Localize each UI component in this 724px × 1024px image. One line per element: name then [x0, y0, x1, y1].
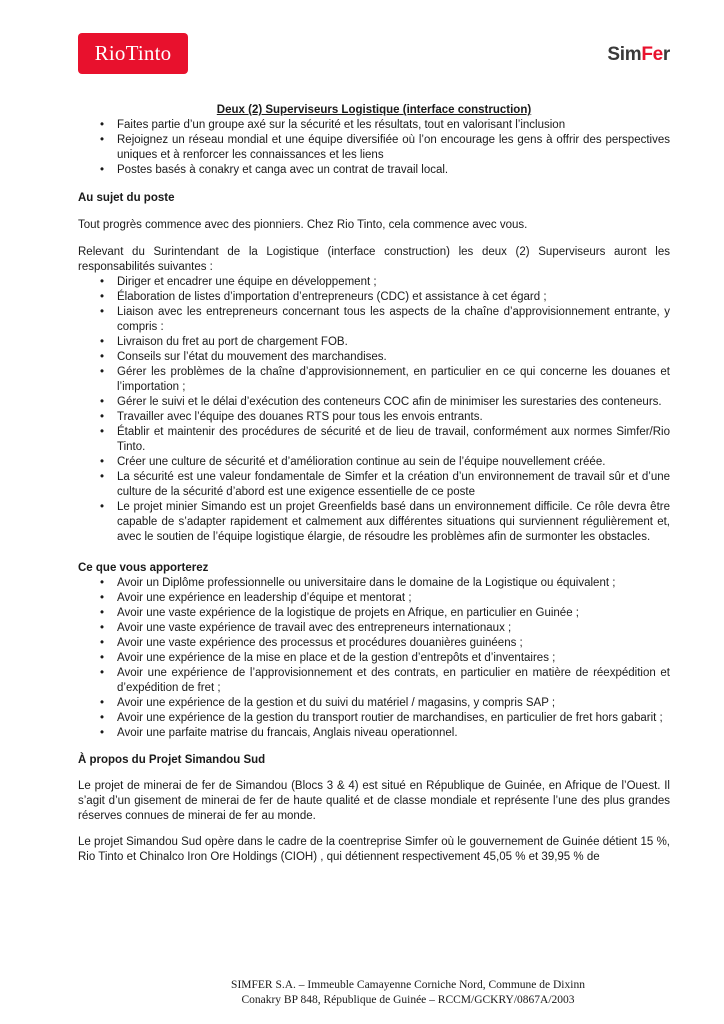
- bullet-item: • Avoir une expérience de la gestion et du suivi du matériel / magasins, y compris SAP ;: [78, 696, 670, 711]
- bullet-item: • Livraison du fret au port de chargement FOB.: [78, 335, 670, 350]
- section-heading-about-role: Au sujet du poste: [78, 192, 175, 204]
- bullet-item: • Le projet minier Simando est un projet Greenfields basé dans un environnement difficile. Ce rôle devra être capable de s’adapter rapidement et calmement aux différentes situations qui surviennent régulièrement et, avec le soutien de l’équipe logistique élargie, de résoudre les problèmes afin de surmonter les obstacles.: [78, 500, 670, 545]
- bullet-item: • Avoir une vaste expérience de la logistique de projets en Afrique, en particulier en Guinée ;: [78, 606, 670, 621]
- section-heading-what-you-bring: Ce que vous apporterez: [78, 562, 209, 574]
- bullet-item: • Liaison avec les entrepreneurs concernant tous les aspects de la chaîne d’approvisionnement entrante, y compris :: [78, 305, 670, 335]
- bullet-item: • Avoir un Diplôme professionnelle ou universitaire dans le domaine de la Logistique ou équivalent ;: [78, 576, 670, 591]
- riotinto-logo-text: RioTinto: [94, 41, 172, 65]
- bullet-item: • Postes basés à conakry et canga avec un contrat de travail local.: [78, 163, 670, 178]
- bullet-item: • Avoir une expérience de la mise en place et de la gestion d’entrepôts et d’inventaires ;: [78, 651, 670, 666]
- simfer-logo: [607, 45, 670, 65]
- responsibilities-list: [78, 275, 670, 545]
- bullet-item: • Gérer les problèmes de la chaîne d’approvisionnement, en particulier en ce qui concerne les douanes et l’importation ;: [78, 365, 670, 395]
- bullet-item: • Avoir une expérience de l’approvisionnement et des contrats, en particulier en matière de réexpédition et d’expédition de fret ;: [78, 666, 670, 696]
- simfer-logo-r: r: [662, 44, 670, 65]
- bullet-item: • Élaboration de listes d’importation d’entrepreneurs (CDC) et assistance à cet égard ;: [78, 290, 670, 305]
- bullet-item: • Gérer le suivi et le délai d’exécution des conteneurs COC afin de minimiser les surestaries des conteneurs.: [78, 395, 670, 410]
- requirements-list: [78, 576, 670, 741]
- section-heading-about-project: À propos du Projet Simandou Sud: [78, 754, 266, 766]
- intro-bullet-list: [78, 118, 670, 178]
- footer: [0, 978, 724, 1008]
- paragraph-pioneers: Tout progrès commence avec des pionniers. Chez Rio Tinto, cela commence avec vous.: [78, 219, 528, 231]
- bullet-item: • Établir et maintenir des procédures de sécurité et de lieu de travail, conformément aux normes Simfer/Rio Tinto.: [78, 425, 670, 455]
- footer-address-line-1: SIMFER S.A. – Immeuble Camayenne Corniche Nord, Commune de Dixinn: [231, 979, 585, 991]
- paragraph-reporting-line: Relevant du Surintendant de la Logistique (interface construction) les deux (2) Superviseurs auront les responsabilités suivantes :: [78, 246, 670, 273]
- bullet-item: • La sécurité est une valeur fondamentale de Simfer et la création d’un environnement de travail sûr et d’une culture de la sécurité d’abord est une exigence essentielle de ce poste: [78, 470, 670, 500]
- job-title: Deux (2) Superviseurs Logistique (interface construction): [216, 104, 532, 116]
- bullet-item: • Avoir une vaste expérience des processus et procédures douanières guinéens ;: [78, 636, 670, 651]
- bullet-item: • Faites partie d’un groupe axé sur la sécurité et les résultats, tout en valorisant l’inclusion: [78, 118, 670, 133]
- bullet-item: • Avoir une expérience de la gestion du transport routier de marchandises, en particulier de fret hors gabarit ;: [78, 711, 670, 726]
- simfer-logo-fe: Fe: [641, 44, 663, 65]
- bullet-item: • Diriger et encadrer une équipe en développement ;: [78, 275, 670, 290]
- riotinto-logo: [78, 33, 188, 74]
- paragraph-joint-venture: Le projet Simandou Sud opère dans le cadre de la coentreprise Simfer où le gouvernement de Guinée détient 15 %, Rio Tinto et Chinalco Iron Ore Holdings (CIOH) , qui détiennent respectivement 45,05 % et 39,95 % de: [78, 836, 670, 863]
- bullet-item: • Conseils sur l’état du mouvement des marchandises.: [78, 350, 670, 365]
- simfer-logo-sim: Sim: [607, 44, 642, 65]
- bullet-item: • Travailler avec l’équipe des douanes RTS pour tous les envois entrants.: [78, 410, 670, 425]
- bullet-item: • Créer une culture de sécurité et d’amélioration continue au sein de l’équipe nouvellement créée.: [78, 455, 670, 470]
- bullet-item: • Avoir une expérience en leadership d’équipe et mentorat ;: [78, 591, 670, 606]
- bullet-item: • Rejoignez un réseau mondial et une équipe diversifiée où l’on encourage les gens à offrir des perspectives uniques et à renforcer les connaissances et les liens: [78, 133, 670, 163]
- paragraph-project-description: Le projet de minerai de fer de Simandou (Blocs 3 & 4) est situé en République de Guinée, en Afrique de l’Ouest. Il s’agit d’un gisement de minerai de fer de haute qualité et de classe mondiale et représente l’une des plus grandes réserves connues de minerai de fer au monde.: [78, 780, 670, 822]
- header: [78, 33, 670, 74]
- bullet-item: • Avoir une parfaite matrise du francais, Anglais niveau operationnel.: [78, 726, 670, 741]
- bullet-item: • Avoir une vaste expérience de travail avec des entrepreneurs internationaux ;: [78, 621, 670, 636]
- footer-address-line-2: Conakry BP 848, République de Guinée – RCCM/GCKRY/0867A/2003: [241, 994, 575, 1006]
